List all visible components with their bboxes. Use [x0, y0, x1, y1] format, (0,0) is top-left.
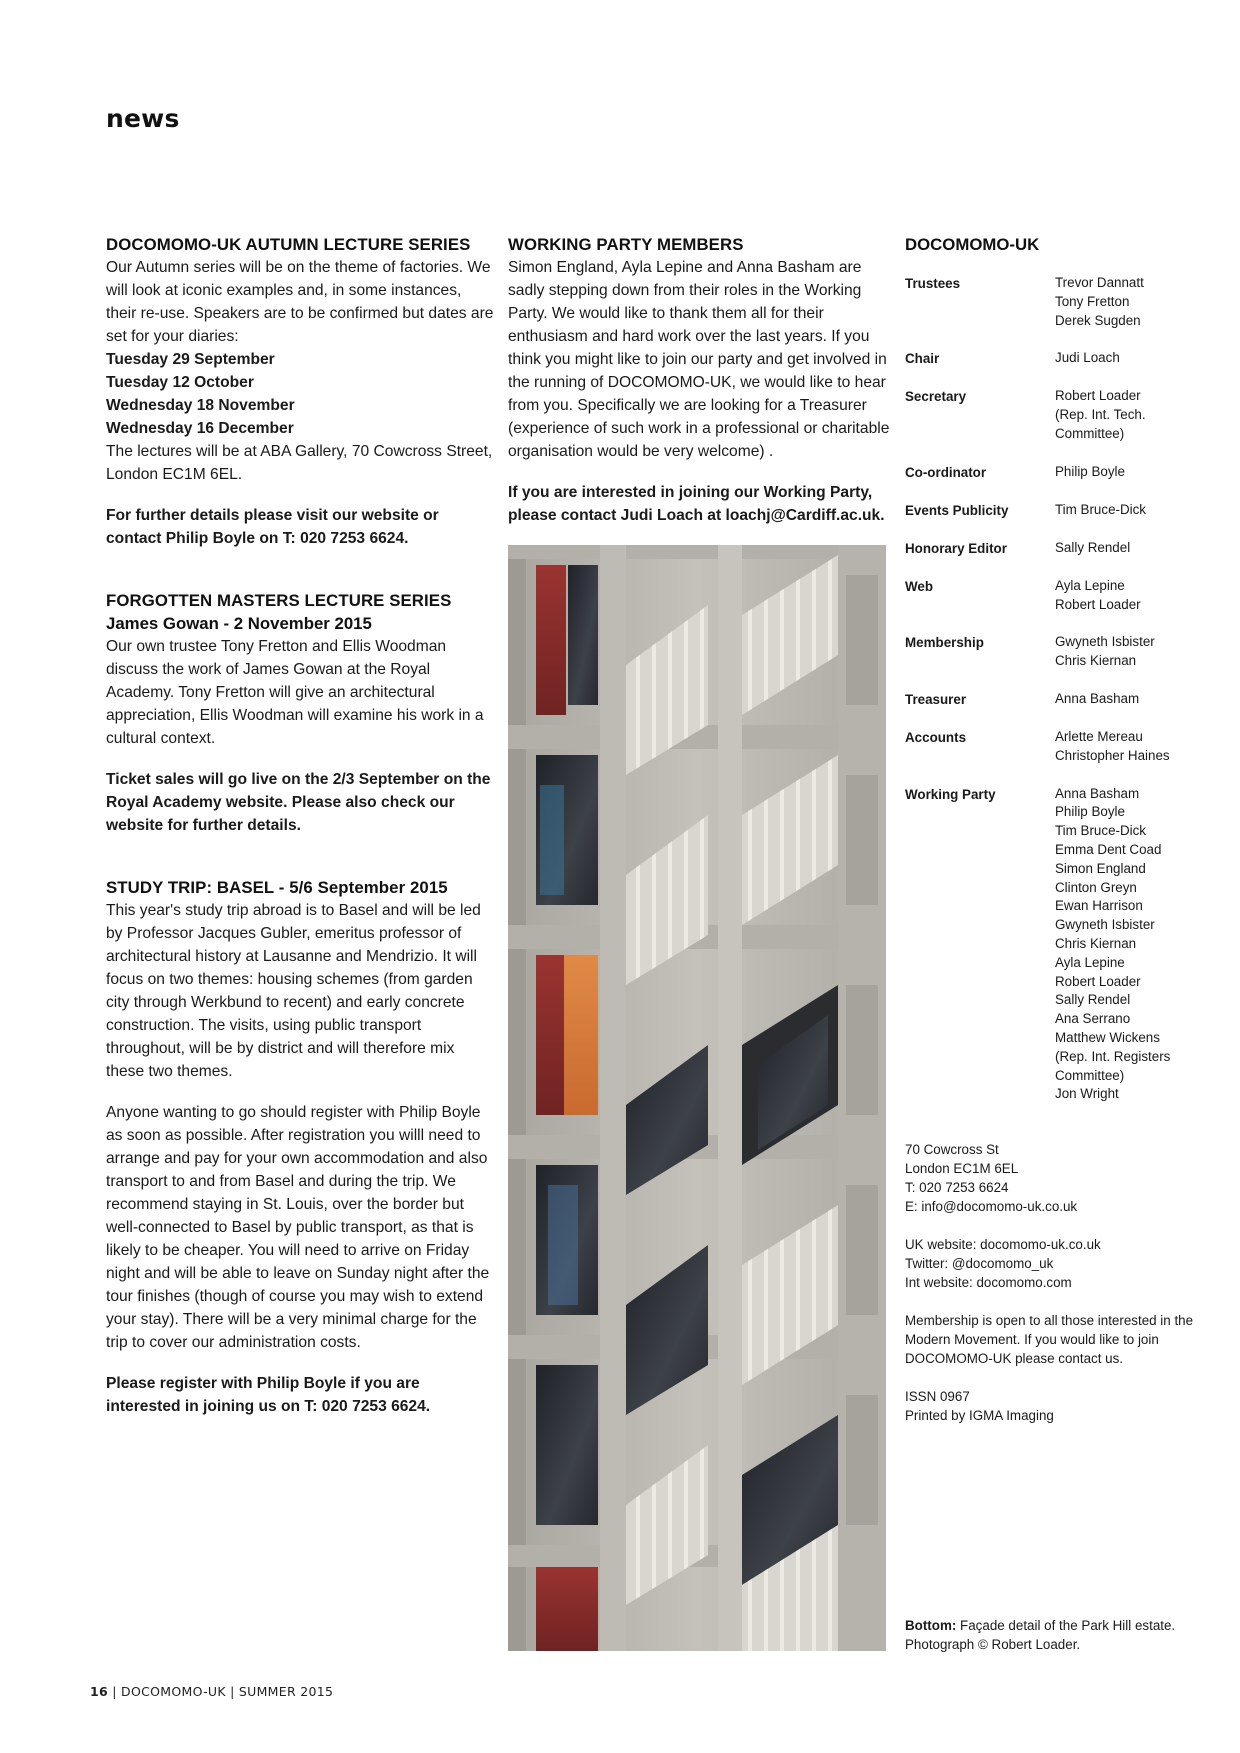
staff-role: Web [905, 578, 934, 594]
staff-row [905, 785, 1205, 1105]
staff-name: Trevor Dannatt [1055, 275, 1144, 290]
address-line: London EC1M 6EL [905, 1161, 1019, 1177]
footer-text: | DOCOMOMO-UK | SUMMER 2015 [108, 1684, 334, 1699]
facade-illustration [508, 545, 886, 1651]
staff-name: Emma Dent Coad [1055, 841, 1162, 857]
printer: Printed by IGMA Imaging [905, 1408, 1054, 1424]
staff-role: Treasurer [905, 691, 967, 707]
staff-name: Robert Loader [1055, 973, 1141, 989]
staff-row [905, 463, 1205, 482]
staff-names [1055, 463, 1125, 482]
staff-name: Tony Fretton [1055, 293, 1130, 309]
staff-role: Events Publicity [905, 502, 1009, 518]
study-trip-body-2: Anyone wanting to go should register with Philip Boyle as soon as possible. After registration you willl need to arrange and pay for your own accommodation and also transport to and from Basel and during the trip. We recommend staying in St. Louis, over the border but well-connected to Basel by public transport, as that is likely to be cheaper. You will need to arrive on Friday night and will be able to leave on Sunday night after the tour finishes (though of course you may wish to extend your stay). There will be a very minimal charge for the trip to cover our administration costs. [106, 1104, 490, 1351]
staff-name: Philip Boyle [1055, 463, 1125, 479]
staff-names [1055, 785, 1170, 1105]
staff-name: Committee) [1055, 425, 1125, 441]
staff-name: Ayla Lepine [1055, 577, 1125, 593]
staff-name: Arlette Mereau [1055, 728, 1143, 744]
staff-row [905, 728, 1205, 766]
contact-block [905, 1140, 1205, 1425]
study-trip-register: Please register with Philip Boyle if you are interested in joining us on T: 020 7253 6624. [106, 1375, 431, 1415]
staff-title: DOCOMOMO-UK [905, 235, 1040, 254]
staff-name: Robert Loader [1055, 388, 1141, 404]
section-label: news [106, 104, 180, 133]
staff-name: Philip Boyle [1055, 804, 1125, 820]
int-website: Int website: docomomo.com [905, 1275, 1072, 1291]
staff-name: Gwyneth Isbister [1055, 634, 1155, 650]
staff-names [1055, 274, 1144, 330]
staff-names [1055, 577, 1141, 615]
staff-name: Jon Wright [1055, 1086, 1119, 1102]
autumn-dates [106, 348, 494, 440]
staff-names [1055, 633, 1155, 671]
staff-name: Sally Rendel [1055, 992, 1131, 1008]
working-party-body: Simon England, Ayla Lepine and Anna Basham are sadly stepping down from their roles in the Working Party. We would like to thank them all for their enthusiasm and hard work over the last years. If you think you might like to join our party and get involved in the running of DOCOMOMO-UK, we would like to hear from you. Specifically we are looking for a Treasurer (experience of such work in a professional or charitable organisation would be very welcome) . [508, 259, 890, 460]
right-column [905, 234, 1205, 1444]
working-party-contact: If you are interested in joining our Working Party, please contact Judi Loach at loachj@Cardiff.ac.uk. [508, 484, 885, 524]
staff-name: Ana Serrano [1055, 1011, 1131, 1027]
staff-names [1055, 387, 1146, 443]
study-trip-heading: STUDY TRIP: BASEL - 5/6 September 2015 [106, 878, 448, 897]
staff-name: Robert Loader [1055, 596, 1141, 612]
caption-label: Bottom: [905, 1618, 957, 1633]
staff-name: Ewan Harrison [1055, 898, 1143, 914]
staff-row [905, 633, 1205, 671]
forgotten-subheading: James Gowan - 2 November 2015 [106, 614, 372, 633]
autumn-intro: Our Autumn series will be on the theme of factories. We will look at iconic examples and, in some instances, their re-use. Speakers are to be confirmed but dates are set for your diaries: [106, 259, 494, 345]
staff-names [1055, 349, 1120, 368]
staff-name: (Rep. Int. Registers [1055, 1048, 1171, 1064]
autumn-heading: DOCOMOMO-UK AUTUMN LECTURE SERIES [106, 235, 471, 254]
forgotten-body: Our own trustee Tony Fretton and Ellis Woodman discuss the work of James Gowan at the Royal Academy. Tony Fretton will give an architectural appreciation, Ellis Woodman will examine his work in a cultural context. [106, 638, 484, 747]
staff-names [1055, 501, 1146, 520]
address-line: 70 Cowcross St [905, 1142, 999, 1158]
staff-row [905, 274, 1205, 330]
staff-name: Gwyneth Isbister [1055, 917, 1155, 933]
staff-role: Secretary [905, 389, 967, 405]
email-line: E: info@docomomo-uk.co.uk [905, 1199, 1078, 1215]
phone-line: T: 020 7253 6624 [905, 1180, 1009, 1196]
autumn-date: Wednesday 16 December [106, 420, 294, 437]
staff-row [905, 501, 1205, 520]
staff-name: Clinton Greyn [1055, 879, 1137, 895]
staff-row [905, 577, 1205, 615]
staff-name: Tim Bruce-Dick [1055, 823, 1147, 839]
autumn-date: Wednesday 18 November [106, 397, 295, 414]
staff-name: Anna Basham [1055, 785, 1140, 801]
uk-website: UK website: docomomo-uk.co.uk [905, 1237, 1101, 1253]
staff-role: Membership [905, 635, 984, 651]
staff-name: Derek Sugden [1055, 312, 1141, 328]
staff-role: Trustees [905, 276, 961, 291]
staff-row [905, 690, 1205, 709]
twitter-handle: Twitter: @docomomo_uk [905, 1256, 1054, 1272]
staff-role: Working Party [905, 786, 996, 802]
autumn-contact: For further details please visit our website or contact Philip Boyle on T: 020 7253 6624. [106, 507, 439, 547]
park-hill-facade-photo [508, 545, 886, 1651]
staff-role: Chair [905, 351, 940, 367]
staff-row [905, 387, 1205, 443]
autumn-date: Tuesday 12 October [106, 374, 254, 391]
staff-role: Honorary Editor [905, 540, 1007, 556]
autumn-date: Tuesday 29 September [106, 351, 275, 368]
staff-name: Matthew Wickens [1055, 1029, 1160, 1045]
staff-name: Judi Loach [1055, 350, 1120, 366]
staff-role: Co-ordinator [905, 464, 987, 480]
staff-row [905, 349, 1205, 368]
staff-name: Anna Basham [1055, 690, 1140, 706]
staff-list [905, 274, 1205, 1104]
working-party-heading: WORKING PARTY MEMBERS [508, 235, 744, 254]
staff-name: Chris Kiernan [1055, 935, 1137, 951]
membership-note: Membership is open to all those interested in the Modern Movement. If you would like to join DOCOMOMO-UK please contact us. [905, 1313, 1194, 1367]
staff-role: Accounts [905, 729, 967, 745]
staff-name: (Rep. Int. Tech. [1055, 407, 1146, 423]
middle-column [508, 234, 892, 527]
staff-names [1055, 690, 1139, 709]
staff-name: Christopher Haines [1055, 747, 1170, 763]
page-number: 16 [90, 1684, 108, 1699]
staff-name: Tim Bruce-Dick [1055, 501, 1147, 517]
left-column [106, 234, 494, 1418]
study-trip-body-1: This year's study trip abroad is to Basel and will be led by Professor Jacques Gubler, emeritus professor of architectural history at Lausanne and Mendrizio. It will focus on two themes: housing schemes (from garden city through Werkbund to recent) and early concrete construction. The visits, using public transport throughout, will be by district and will therefore mix these two themes. [106, 902, 481, 1080]
staff-name: Ayla Lepine [1055, 954, 1125, 970]
staff-name: Committee) [1055, 1067, 1125, 1083]
staff-names [1055, 539, 1130, 558]
photo-caption [905, 1616, 1185, 1654]
issn: ISSN 0967 [905, 1389, 970, 1405]
staff-row [905, 539, 1205, 558]
staff-name: Sally Rendel [1055, 539, 1131, 555]
caption-text: Façade detail of the Park Hill estate. Photograph © Robert Loader. [905, 1618, 1176, 1652]
page-footer [90, 1684, 333, 1699]
staff-name: Simon England [1055, 860, 1146, 876]
forgotten-heading: FORGOTTEN MASTERS LECTURE SERIES [106, 591, 452, 610]
forgotten-tickets: Ticket sales will go live on the 2/3 September on the Royal Academy website. Please also check our website for further details. [106, 771, 491, 834]
staff-names [1055, 728, 1170, 766]
autumn-venue: The lectures will be at ABA Gallery, 70 Cowcross Street, London EC1M 6EL. [106, 443, 493, 483]
staff-name: Chris Kiernan [1055, 653, 1137, 669]
